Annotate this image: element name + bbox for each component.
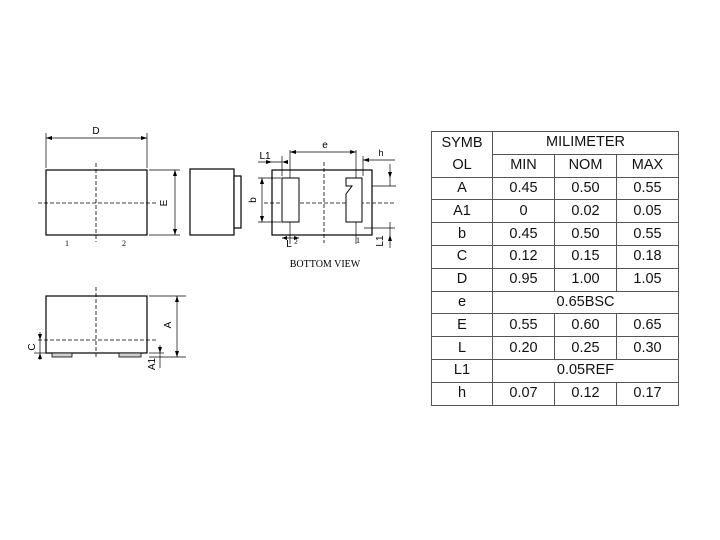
dim-L1-top-arrow-2 [282,160,288,164]
table-cell-nom: 0.50 [555,177,617,200]
dim-E-arrow-top [173,170,177,176]
dim-b-label: b [248,197,259,203]
dim-L1-right-label: L1 [375,235,386,247]
top-view-pin2-label: 2 [122,239,126,248]
table-cell-symbol: C [432,245,493,268]
table-header-row-1 [432,132,679,155]
top-view-body [46,170,147,235]
table-row [432,382,679,405]
dim-C-label: C [27,343,38,351]
dim-e-arrow-left [290,150,296,154]
bottom-view-pad-left [282,178,299,222]
table-header-symbol-1: SYMB [432,132,493,155]
dim-L-label: L [286,239,292,250]
dim-A1-label: A1 [147,357,158,371]
table-row [432,314,679,337]
table-cell-max: 1.05 [617,268,679,291]
table-cell-nom: 1.00 [555,268,617,291]
table-cell-min: 0.55 [493,314,555,337]
end-view [190,169,241,235]
dim-e-label: e [322,140,328,151]
table-cell-symbol: A1 [432,200,493,223]
dim-A-label: A [163,321,174,329]
side-view-pad-right [119,353,141,357]
side-view-body [46,296,147,353]
table-row [432,177,679,200]
bottom-view-pin1-label: 1 [356,236,360,245]
table-cell-symbol: D [432,268,493,291]
dim-h-arrow [363,158,369,162]
table-cell-min: 0.12 [493,245,555,268]
dim-e-arrow-right [350,150,356,154]
table-cell-symbol: L [432,337,493,360]
dim-E-label: E [159,199,170,207]
table-cell-min: 0.45 [493,223,555,246]
table-cell-min: 0.20 [493,337,555,360]
dim-L-subscript: 2 [294,238,298,246]
table-cell-symbol: A [432,177,493,200]
dim-D-arrow-left [46,136,52,140]
table-cell-max: 0.55 [617,177,679,200]
dim-C-arrow-bottom [38,353,42,359]
table-cell-nom: 0.60 [555,314,617,337]
table-cell-nom: 0.15 [555,245,617,268]
table-header-nom: NOM [555,154,617,177]
dim-b-arrow-top [260,178,264,184]
top-view-pin1-label: 1 [65,239,69,248]
end-view-body [190,169,234,235]
table-cell-nom: 0.02 [555,200,617,223]
table-cell-symbol: b [432,223,493,246]
table-row [432,245,679,268]
table-cell-nom: 0.25 [555,337,617,360]
bottom-view-caption: BOTTOM VIEW [289,259,361,270]
table-header-row-2 [432,154,679,177]
dim-b-arrow-bottom [260,216,264,222]
table-header-min: MIN [493,154,555,177]
table-row [432,359,679,382]
table-cell-max: 0.65 [617,314,679,337]
dim-A1-arrow [158,347,162,353]
table-cell-min: 0.45 [493,177,555,200]
table-cell-max: 0.55 [617,223,679,246]
table-row [432,223,679,246]
side-view-pad-left [52,353,72,357]
table-header-symbol-2: OL [432,154,493,177]
table-cell-max: 0.18 [617,245,679,268]
dim-A-arrow-top [175,296,179,302]
dim-L1-top-label: L1 [259,151,271,162]
bottom-view-pad-right [346,178,362,222]
table-row [432,200,679,223]
table-row [432,268,679,291]
dim-D-label: D [92,126,100,137]
table-cell-span: 0.05REF [493,359,679,382]
table-header-unit: MILIMETER [493,132,679,155]
table-cell-min: 0.07 [493,382,555,405]
dim-h-right-arrow [388,172,392,178]
table-cell-symbol: e [432,291,493,314]
table-cell-span: 0.65BSC [493,291,679,314]
table-cell-min: 0.95 [493,268,555,291]
dim-C-arrow-top [38,334,42,340]
dim-D-arrow-right [141,136,147,140]
table-cell-nom: 0.12 [555,382,617,405]
table-header-max: MAX [617,154,679,177]
table-cell-min: 0 [493,200,555,223]
table-cell-nom: 0.50 [555,223,617,246]
dim-h-label: h [378,148,384,158]
table-cell-max: 0.17 [617,382,679,405]
side-view [27,287,186,370]
end-view-terminal [234,176,241,228]
table-cell-symbol: h [432,382,493,405]
top-view [38,126,180,248]
table-cell-max: 0.30 [617,337,679,360]
table-cell-max: 0.05 [617,200,679,223]
dim-A-arrow-bottom [175,351,179,357]
table-cell-symbol: E [432,314,493,337]
table-cell-symbol: L1 [432,359,493,382]
table-row [432,291,679,314]
dimensions-table [431,131,679,406]
bottom-view [248,140,396,270]
dim-E-arrow-bottom [173,229,177,235]
dim-L1-right-arrow [388,235,392,241]
table-row [432,337,679,360]
